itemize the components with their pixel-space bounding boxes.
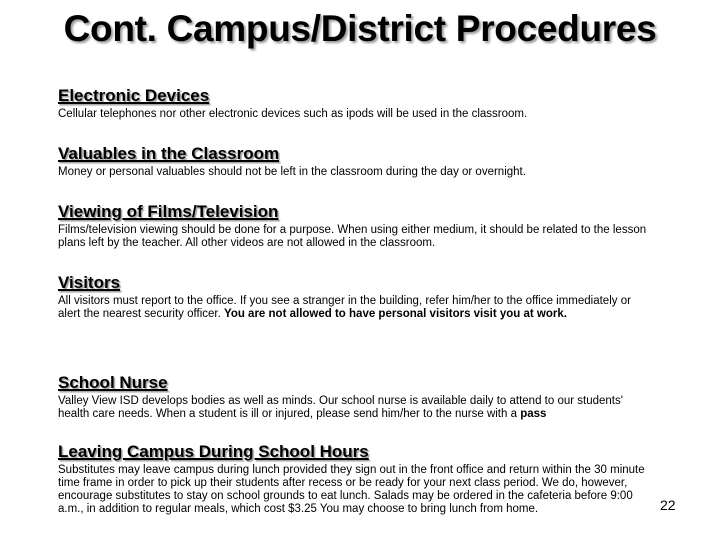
section-body-bold: You are not allowed to have personal visitors visit you at work. bbox=[224, 308, 567, 320]
section-body-text: Valley View ISD develops bodies as well as minds. Our school nurse is available daily to attend to our students' health care needs. When a student is ill or injured, please send him/her to the nurse with a bbox=[58, 395, 623, 420]
section-body: Substitutes may leave campus during lunch provided they sign out in the front office and return within the 30 minute time frame in order to pick up their students after recess or be ready for your next class period. We do, however, encourage substitutes to stay on school grounds to eat lunch. Salads may be ordered in the cafeteria before 9:00 a.m., in addition to regular meals, which cost $3.25 You may choose to bring lunch from home. bbox=[58, 464, 645, 515]
section-body: Money or personal valuables should not be left in the classroom during the day or overnight. bbox=[58, 166, 526, 178]
section-body bbox=[58, 295, 654, 321]
section-heading: Leaving Campus During School Hours bbox=[58, 442, 369, 461]
page-title: Cont. Campus/District Procedures bbox=[63, 8, 657, 49]
section-valuables bbox=[58, 144, 654, 179]
section-heading: School Nurse bbox=[58, 373, 168, 392]
section-body bbox=[58, 395, 654, 421]
section-electronic-devices bbox=[58, 86, 654, 121]
section-heading: Visitors bbox=[58, 273, 121, 292]
section-body-text: All visitors must report to the office. If you see a stranger in the building, refer him/her to the office immediately or alert the nearest security officer. bbox=[58, 295, 631, 320]
page-number: 22 bbox=[660, 497, 676, 513]
section-heading: Valuables in the Classroom bbox=[58, 144, 280, 163]
section-body-bold: pass bbox=[520, 408, 547, 420]
section-body: Films/television viewing should be done for a purpose. When using either medium, it should be related to the lesson plans left by the teacher. All other videos are not allowed in the classroom. bbox=[58, 224, 647, 249]
section-leaving-campus bbox=[58, 442, 654, 516]
section-body: Cellular telephones nor other electronic devices such as ipods will be used in the classroom. bbox=[58, 108, 528, 120]
section-heading: Electronic Devices bbox=[58, 86, 210, 105]
section-visitors bbox=[58, 273, 654, 321]
section-school-nurse bbox=[58, 373, 654, 421]
section-films-television bbox=[58, 202, 654, 250]
section-heading: Viewing of Films/Television bbox=[58, 202, 279, 221]
